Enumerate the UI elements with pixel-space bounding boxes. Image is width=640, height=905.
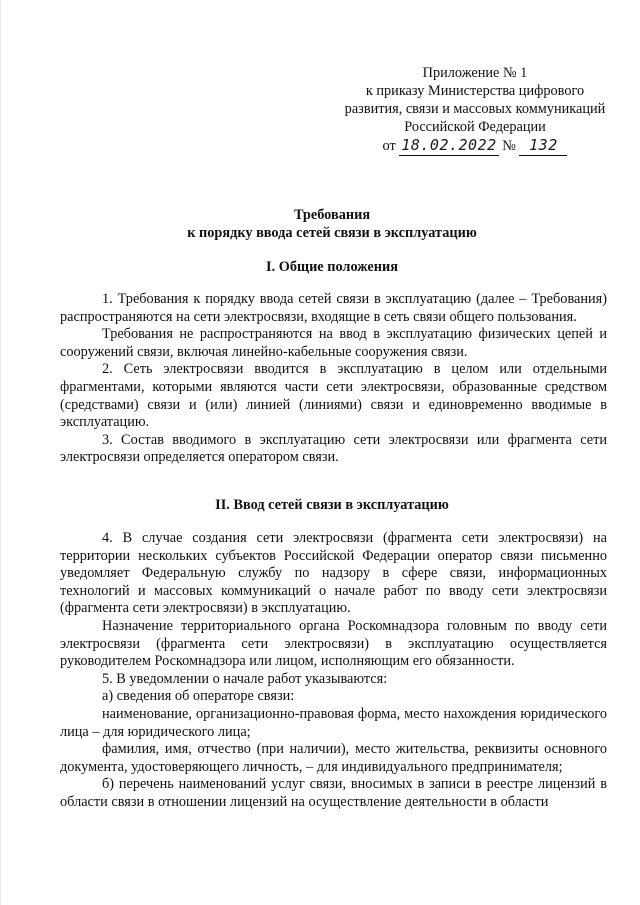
appendix-date-line [330,137,620,155]
date-prefix: от [382,138,396,154]
paragraph: 4. В случае создания сети электросвязи (фрагмента сети электросвязи) на территории нескольких субъектов Российской Федерации оператор связи письменно уведомляет Федеральную службу по надзору в сфере связи, информационных технологий и массовых коммуникаций о начале работ по вводу сети электросвязи (фрагмента сети электросвязи) в эксплуатацию. [60,530,607,617]
section-1-heading: I. Общие положения [266,259,398,275]
document-title [60,207,604,243]
paragraph: а) сведения об операторе связи: [102,688,295,705]
handwritten-date: 18.02.2022 [401,136,497,154]
appendix-ministry-line: развития, связи и массовых коммуникаций [344,101,606,117]
paragraph: 3. Состав вводимого в эксплуатацию сети электросвязи или фрагмента сети электросвязи определяется оператором связи. [60,431,607,466]
appendix-header [330,65,620,155]
paragraph: 1. Требования к порядку ввода сетей связи в эксплуатацию (далее – Требования) распространяются на сети электросвязи, входящие в сеть связи общего пользования. [60,291,607,325]
paragraph: 2. Сеть электросвязи вводится в эксплуатацию в целом или отдельными фрагментами, которыми являются части сети электросвязи, образованные средством (средствами) связи и (или) линией (линиями) связи и единовременно вводимые в эксплуатацию. [60,361,607,431]
paragraph: наименование, организационно-правовая форма, место нахождения юридического лица – для юридического лица; [60,705,607,740]
title-line-1: Требования [293,207,371,223]
appendix-number: Приложение № 1 [422,65,528,81]
title-line-2: к порядку ввода сетей связи в эксплуатацию [187,225,477,241]
appendix-federation-line: Российской Федерации [404,119,546,135]
section-2-body [60,530,607,812]
section-2-heading: II. Ввод сетей связи в эксплуатацию [215,497,449,513]
paragraph: фамилия, имя, отчество (при наличии), место жительства, реквизиты основного документа, удостоверяющего личность, – для индивидуального предпринимателя; [60,741,607,775]
number-prefix: № [502,138,516,154]
paragraph: Требования не распространяются на ввод в эксплуатацию физических цепей и сооружений связи, включая линейно-кабельные сооружения связи. [60,326,607,360]
handwritten-number: 132 [519,137,567,156]
appendix-order-line: к приказу Министерства цифрового [365,83,585,99]
paragraph: Назначение территориального органа Роскомнадзора головным по вводу сети электросвязи (фрагмента сети электросвязи) в эксплуатацию осуществляется руководителем Роскомнадзора или лицом, исполняющим его обязанности. [60,617,607,670]
section-1-body [60,291,607,467]
paragraph: 5. В уведомлении о начале работ указываются: [102,670,388,687]
paragraph: б) перечень наименований услуг связи, вносимых в записи в реестре лицензий в области связи в отношении лицензий на осуществление деятельности в области [60,776,607,810]
